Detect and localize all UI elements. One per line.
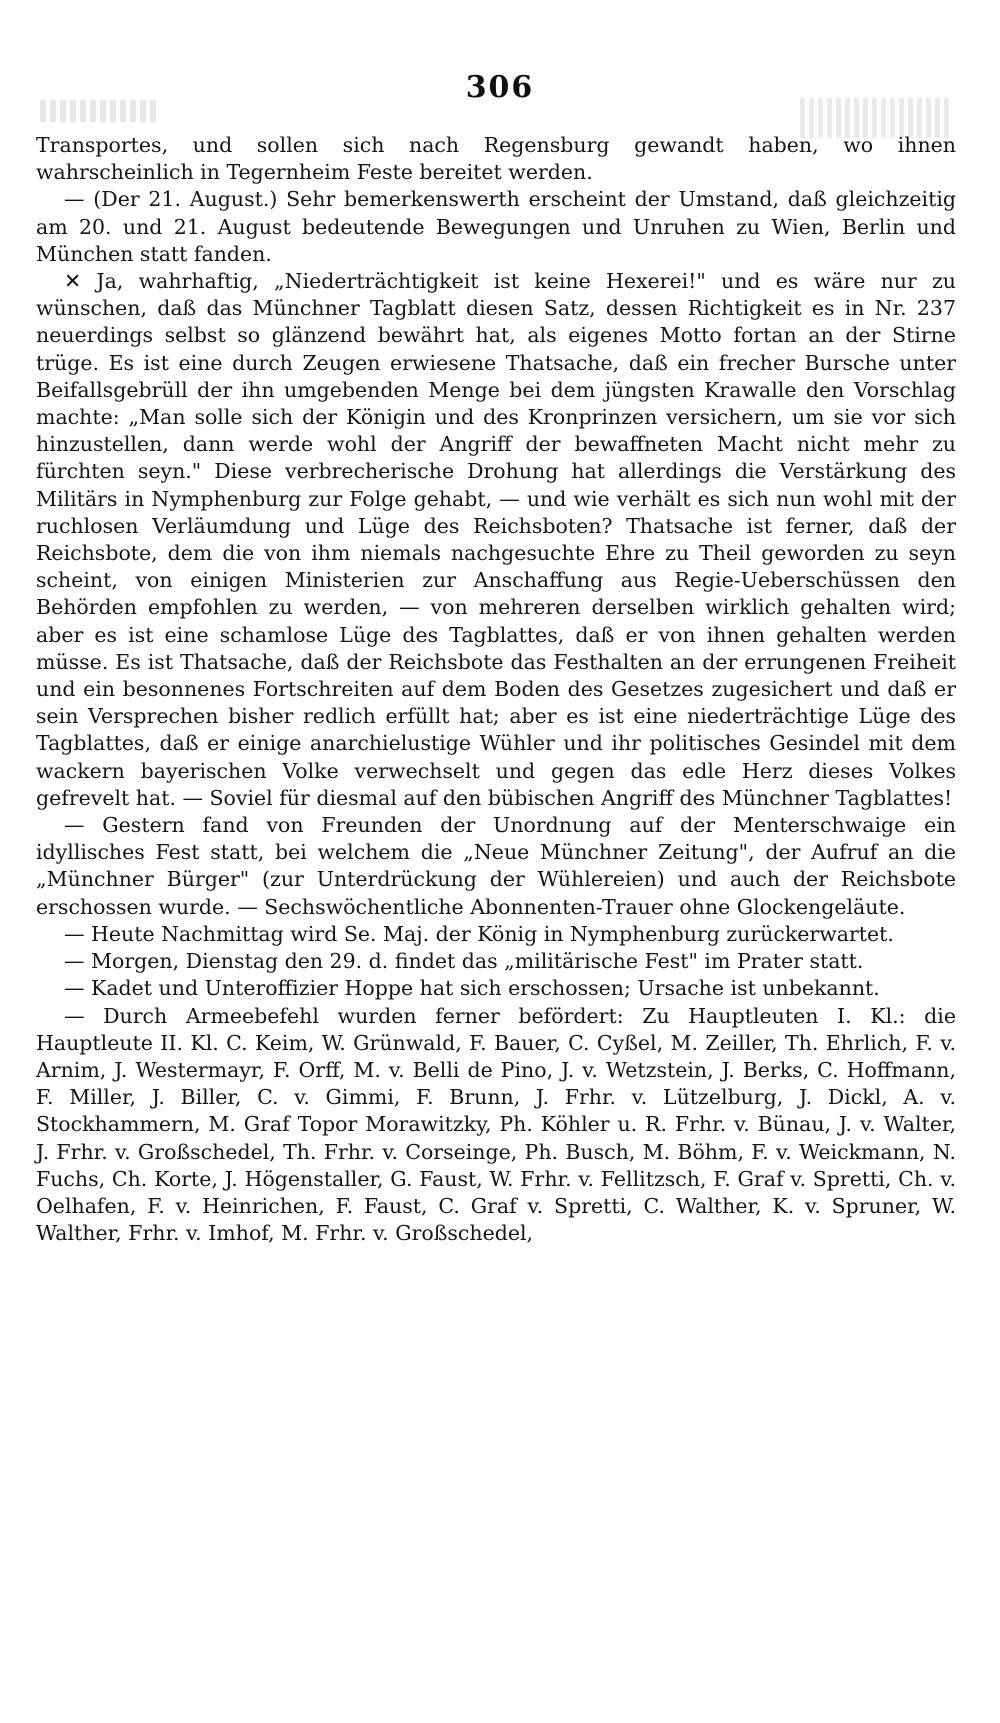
paragraph: — Durch Armeebefehl wurden ferner befördert: Zu Hauptleuten I. Kl.: die Hauptleute II. Kl. C. Keim, W. Grünwald, F. Bauer, C. Cyßel, M. Zeiller, Th. Ehrlich, F. v. Arnim, J. Westermayr, F. Orff, M. v. Belli de Pino, J. v. Wetzstein, J. Berks, C. Hoffmann, F. Miller, J. Biller, C. v. Gimmi, F. Brunn, J. Frhr. v. Lützelburg, J. Dickl, A. v. Stockhammern, M. Graf Topor Morawitzky, Ph. Köhler u. R. Frhr. v. Bünau, J. v. Walter, J. Frhr. v. Großschedel, Th. Frhr. v. Corseinge, Ph. Busch, M. Böhm, F. v. Weickmann, N. Fuchs, Ch. Korte, J. Högenstaller, G. Faust, W. Frhr. v. Fellitzsch, F. Graf v. Spretti, Ch. v. Oelhafen, F. v. Heinrichen, F. Faust, C. Graf v. Spretti, C. Walther, K. v. Spruner, W. Walther, Frhr. v. Imhof, M. Frhr. v. Großschedel,: [36, 1003, 956, 1246]
paragraph: — (Der 21. August.) Sehr bemerkenswerth erscheint der Umstand, daß gleichzeitig am 20. und 21. August bedeutende Bewegungen und Unruhen zu Wien, Berlin und München statt fanden.: [36, 187, 956, 266]
page-number: 306: [465, 70, 535, 105]
paragraph: — Morgen, Dienstag den 29. d. findet das „militärische Fest" im Prater statt.: [64, 949, 864, 974]
text-column: [36, 132, 956, 1247]
paragraph: — Heute Nachmittag wird Se. Maj. der König in Nymphenburg zurückerwartet.: [64, 921, 894, 946]
paragraph: — Kadet und Unteroffizier Hoppe hat sich erschossen; Ursache ist unbekannt.: [64, 976, 880, 1001]
paragraph: — Gestern fand von Freunden der Unordnung auf der Menterschwaige ein idyllisches Fest statt, bei welchem die „Neue Münchner Zeitung", der Aufruf an die „Münchner Bürger" (zur Unterdrückung der Wühlereien) und auch der Reichsbote erschossen wurde. — Sechswöchentliche Abonnenten-Trauer ohne Glockengeläute.: [36, 813, 956, 919]
paragraph: ✕ Ja, wahrhaftig, „Niederträchtigkeit ist keine Hexerei!" und es wäre nur zu wünschen, daß das Münchner Tagblatt diesen Satz, dessen Richtigkeit es in Nr. 237 neuerdings selbst so glänzend bewährt hat, als eigenes Motto fortan an der Stirne trüge. Es ist eine durch Zeugen erwiesene Thatsache, daß ein frecher Bursche unter Beifallsgebrüll der ihn umgebenden Menge bei dem jüngsten Krawalle den Vorschlag machte: „Man solle sich der Königin und des Kronprinzen versichern, um sie vor sich hinzustellen, dann werde wohl der Angriff der bewaffneten Macht nicht mehr zu fürchten seyn." Diese verbrecherische Drohung hat allerdings die Verstärkung des Militärs in Nymphenburg zur Folge gehabt, — und wie verhält es sich nun wohl mit der ruchlosen Verläumdung und Lüge des Reichsboten? Thatsache ist ferner, daß der Reichsbote, dem die von ihm niemals nachgesuchte Ehre zu Theil geworden zu seyn scheint, von einigen Ministerien zur Anschaffung aus Regie-Ueberschüssen den Behörden empfohlen zu werden, — von mehreren derselben wirklich gehalten wird; aber es ist eine schamlose Lüge des Tagblattes, daß er von ihnen gehalten werden müsse. Es ist Thatsache, daß der Reichsbote das Festhalten an der errungenen Freiheit und ein besonnenes Fortschreiten auf dem Boden des Gesetzes zugesichert und daß er sein Versprechen bisher redlich erfüllt hat; aber es ist eine niederträchtige Lüge des Tagblattes, daß er einige anarchielustige Wühler und ihr politisches Gesindel mit dem wackern bayerischen Volke verwechselt und gegen das edle Herz dieses Volkes gefrevelt hat. — Soviel für diesmal auf den bübischen Angriff des Münchner Tagblattes!: [36, 269, 956, 810]
paragraph: Transportes, und sollen sich nach Regensburg gewandt haben, wo ihnen wahrscheinlich in Tegernheim Feste bereitet werden.: [36, 133, 956, 185]
